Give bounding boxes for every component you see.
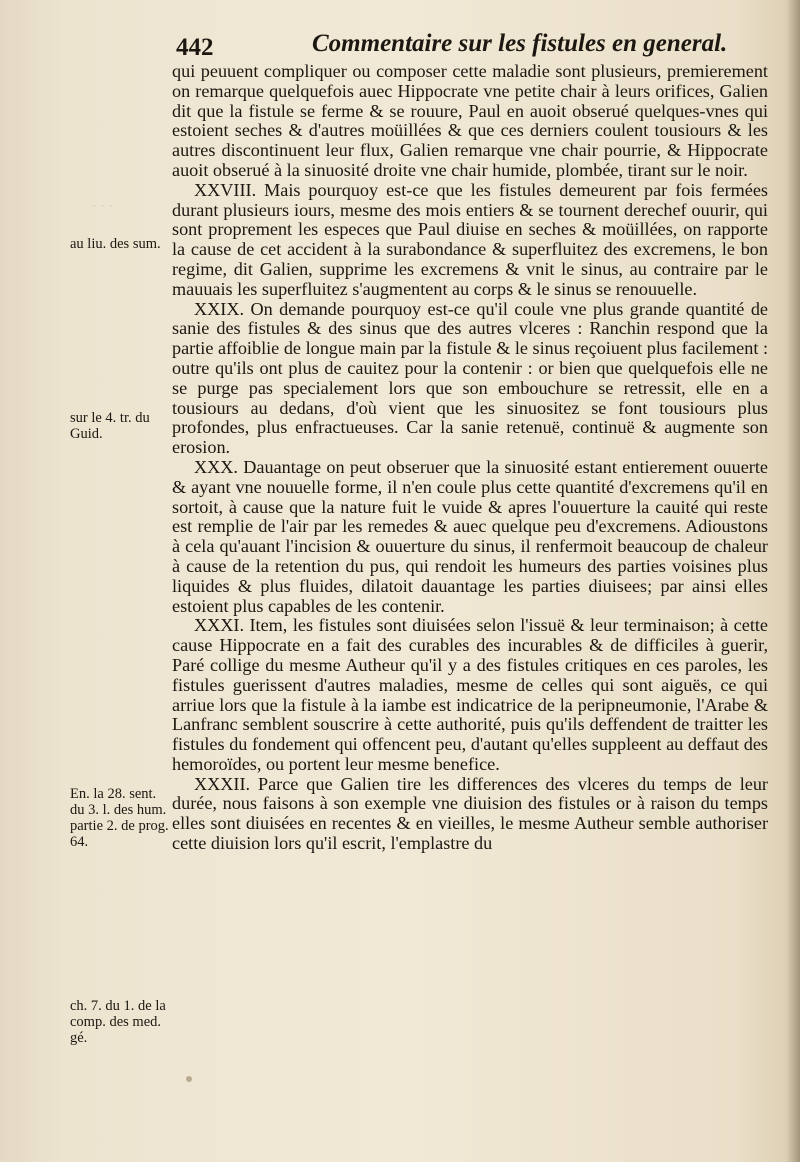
bleed-through-text: · · · (92, 200, 113, 215)
paragraph: XXX. Dauantage on peut obseruer que la sinuosité estant entierement ouuerte & ayant vne nouuelle forme, il n'en coule plus cette quantité d'excremens qu'il en sortoit, à cause que la nature fuit le vuide & apres l'ouuerture la cauité qui reste est remplie de l'air par les remedes & auec quelque peu d'excremens. Adioustons à cela qu'auant l'incision & ouuerture du sinus, il renfermoit beaucoup de chaleur à cause de la retention du pus, qui rendoit les humeurs des parties voisines plus liquides & plus fluides, dilatoit dauantage les parties diuisees; par ainsi elles estoient plus capables de les contenir. (172, 456, 768, 616)
paragraph: XXIX. On demande pourquoy est-ce qu'il coule vne plus grande quantité de sanie des fistules & des sinus que des autres vlceres : Ranchin respond que la partie affoiblie de longue main par la fistule & le sinus reçoiuent plus facilement : outre qu'ils ont plus de cauitez pour la contenir : or bien que quelquefois elle ne se purge pas specialement lors que son embouchure se retressit, elle en a tousiours au dedans, d'où vient que les sinuositez se font tousiours plus profondes, plus enfractueuses. Car la sanie retenuë, continuë & augmente son erosion. (172, 298, 768, 458)
paragraph: qui peuuent compliquer ou composer cette maladie sont plusieurs, premierement on remarque quelquefois auec Hippocrate vne petite chair à leurs orifices, Galien dit que la fistule se ferme & se rouure, Paul en auoit obserué quelques-vnes qui estoient seches & d'autres moüillées & que ces derniers coulent tousiours & les autres discontinuent leur flux, Galien remarque vne chair pourrie, & Hippocrate auoit obserué à la sinuosité droite vne chair humide, plombée, tirant sur le noir. (172, 61, 768, 180)
margin-note: sur le 4. tr. du Guid. (70, 410, 150, 442)
paper-wormhole (186, 1076, 192, 1082)
paragraph: XXXI. Item, les fistules sont diuisées selon l'issuë & leur terminaison; à cette cause Hippocrate en a fait des curables des incurables & de difficiles à guerir, Paré collige du mesme Autheur qu'il y a des fistules critiques en ces paroles, les fistules guerissent d'autres maladies, mesme de celles qui sont aiguës, ce qui arriue lors que la fistule à la iambe est indicatrice de la peripneumonie, l'Arabe & Lanfranc semblent souscrire à cette authorité, puis qu'ils deffendent de traitter les fistules du fondement qui offencent peu, d'autant qu'elles suppleent au deffaut des hemoroïdes, ou portent leur mesme benefice. (172, 615, 768, 774)
body-text (172, 62, 768, 854)
page-number: 442 (176, 34, 214, 61)
running-title: Commentaire sur les fistules en general. (312, 30, 728, 57)
margin-note: au liu. des sum. (70, 236, 161, 252)
binding-edge-shadow (786, 0, 800, 1162)
margin-note: En. la 28. sent. du 3. l. des hum. partie 2. de prog. 64. (70, 786, 169, 850)
margin-note: ch. 7. du 1. de la comp. des med. gé. (70, 998, 166, 1046)
paragraph: XXVIII. Mais pourquoy est-ce que les fistules demeurent par fois fermées durant plusieurs iours, mesme des mois entiers & se tournent derechef ouurir, qui sont proprement les especes que Paul diuise en seches & moüillées, on rapporte la cause de cet accident à la surabondance & superfluitez des excremens, le bon regime, dit Galien, supprime les excremens & vnit le sinus, au contraire par le mauuais les superfluitez s'augmentent au corps & le sinus se renouuelle. (172, 179, 768, 299)
paragraph: XXXII. Parce que Galien tire les differences des vlceres du temps de leur durée, nous faisons à son exemple vne diuision des fistules or à raison du temps elles sont diuisées en recentes & en vieilles, le mesme Autheur semble authoriser cette diuision lors qu'il escrit, l'emplastre du (172, 773, 768, 854)
